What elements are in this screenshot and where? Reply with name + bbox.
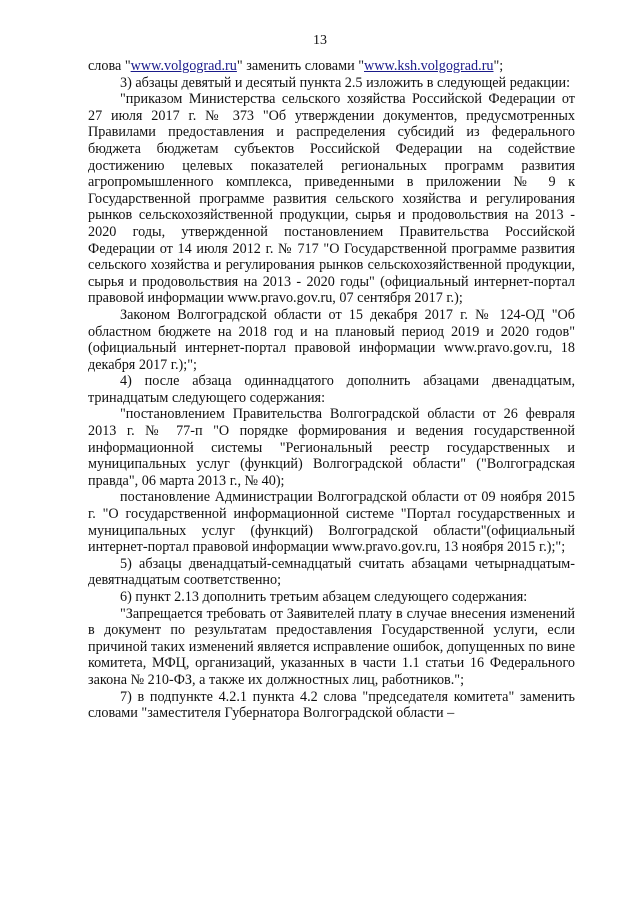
paragraph-item-3: 3) абзацы девятый и десятый пункта 2.5 изложить в следующей редакции: xyxy=(120,74,571,91)
link-volgograd[interactable]: www.volgograd.ru xyxy=(130,58,237,74)
paragraph-resolution-portal: постановление Администрации Волгоградской области от 09 ноября 2015 г. "О государственной информационной системе "Портал государственных и муниципальных услуг (функций) Волгоградской области"(официальный интернет-портал правовой информации www.pravo.gov.ru, 13 ноября 2015 г.);"; xyxy=(88,489,575,556)
paragraph-resolution-77p: "постановлением Правительства Волгоградской области от 26 февраля 2013 г. № 77-п "О порядке формирования и ведения государственной информационной системы "Региональный реестр государственных и муниципальных услуг (функций) Волгоградской области" ("Волгоградская правда", 06 марта 2013 г., № 40); xyxy=(88,406,575,489)
paragraph-law-124: Законом Волгоградской области от 15 декабря 2017 г. № 124-ОД "Об областном бюджете на 2018 год и на плановый период 2019 и 2020 годов" (официальный интернет-портал правовой информации www.pravo.gov.ru, 18 декабря 2017 г.);"; xyxy=(88,306,575,373)
paragraph-replace-words xyxy=(88,58,575,75)
paragraph-item-4: 4) после абзаца одиннадцатого дополнить абзацами двенадцатым, тринадцатым следующего содержания: xyxy=(88,373,575,406)
link-ksh-volgograd[interactable]: www.ksh.volgograd.ru xyxy=(364,58,494,74)
paragraph-text: слова " xyxy=(88,58,131,74)
paragraph-text: " заменить словами " xyxy=(236,58,364,74)
document-body xyxy=(88,58,575,722)
paragraph-item-6: 6) пункт 2.13 дополнить третьим абзацем следующего содержания: xyxy=(120,589,528,605)
page-number: 13 xyxy=(313,33,327,48)
paragraph-order-373: "приказом Министерства сельского хозяйства Российской Федерации от 27 июля 2017 г. № 373 "Об утверждении документов, предусмотренных Правилами предоставления и распределения субсидий из федерального бюджета бюджетам субъектов Российской Федерации на содействие достижению целевых показателей региональных программ развития агропромышленного комплекса, приведенными в приложении № 9 к Государственной программе развития сельского хозяйства и регулирования рынков сельскохозяйственной продукции, сырья и продовольствия на 2013 - 2020 годы, утвержденной постановлением Правительства Российской Федерации от 14 июля 2012 г. № 717 "О Государственной программе развития сельского хозяйства и регулирования рынков сельскохозяйственной продукции, сырья и продовольствия на 2013 - 2020 годы" (официальный интернет-портал правовой информации www.pravo.gov.ru, 07 сентября 2017 г.); xyxy=(88,91,575,307)
paragraph-prohibition: "Запрещается требовать от Заявителей плату в случае внесения изменений в документ по результатам предоставления Государственной услуги, если причиной таких изменений является исправление ошибок, допущенных по вине комитета, МФЦ, организаций, указанных в части 1.1 статьи 16 Федерального закона № 210-ФЗ, а также их должностных лиц, работников."; xyxy=(88,605,575,688)
paragraph-text: "; xyxy=(493,58,504,74)
paragraph-item-7: 7) в подпункте 4.2.1 пункта 4.2 слова "председателя комитета" заменить словами "заместителя Губернатора Волгоградской области – xyxy=(88,688,575,722)
paragraph-item-5: 5) абзацы двенадцатый-семнадцатый считать абзацами четырнадцатым-девятнадцатым соответственно; xyxy=(88,555,575,589)
